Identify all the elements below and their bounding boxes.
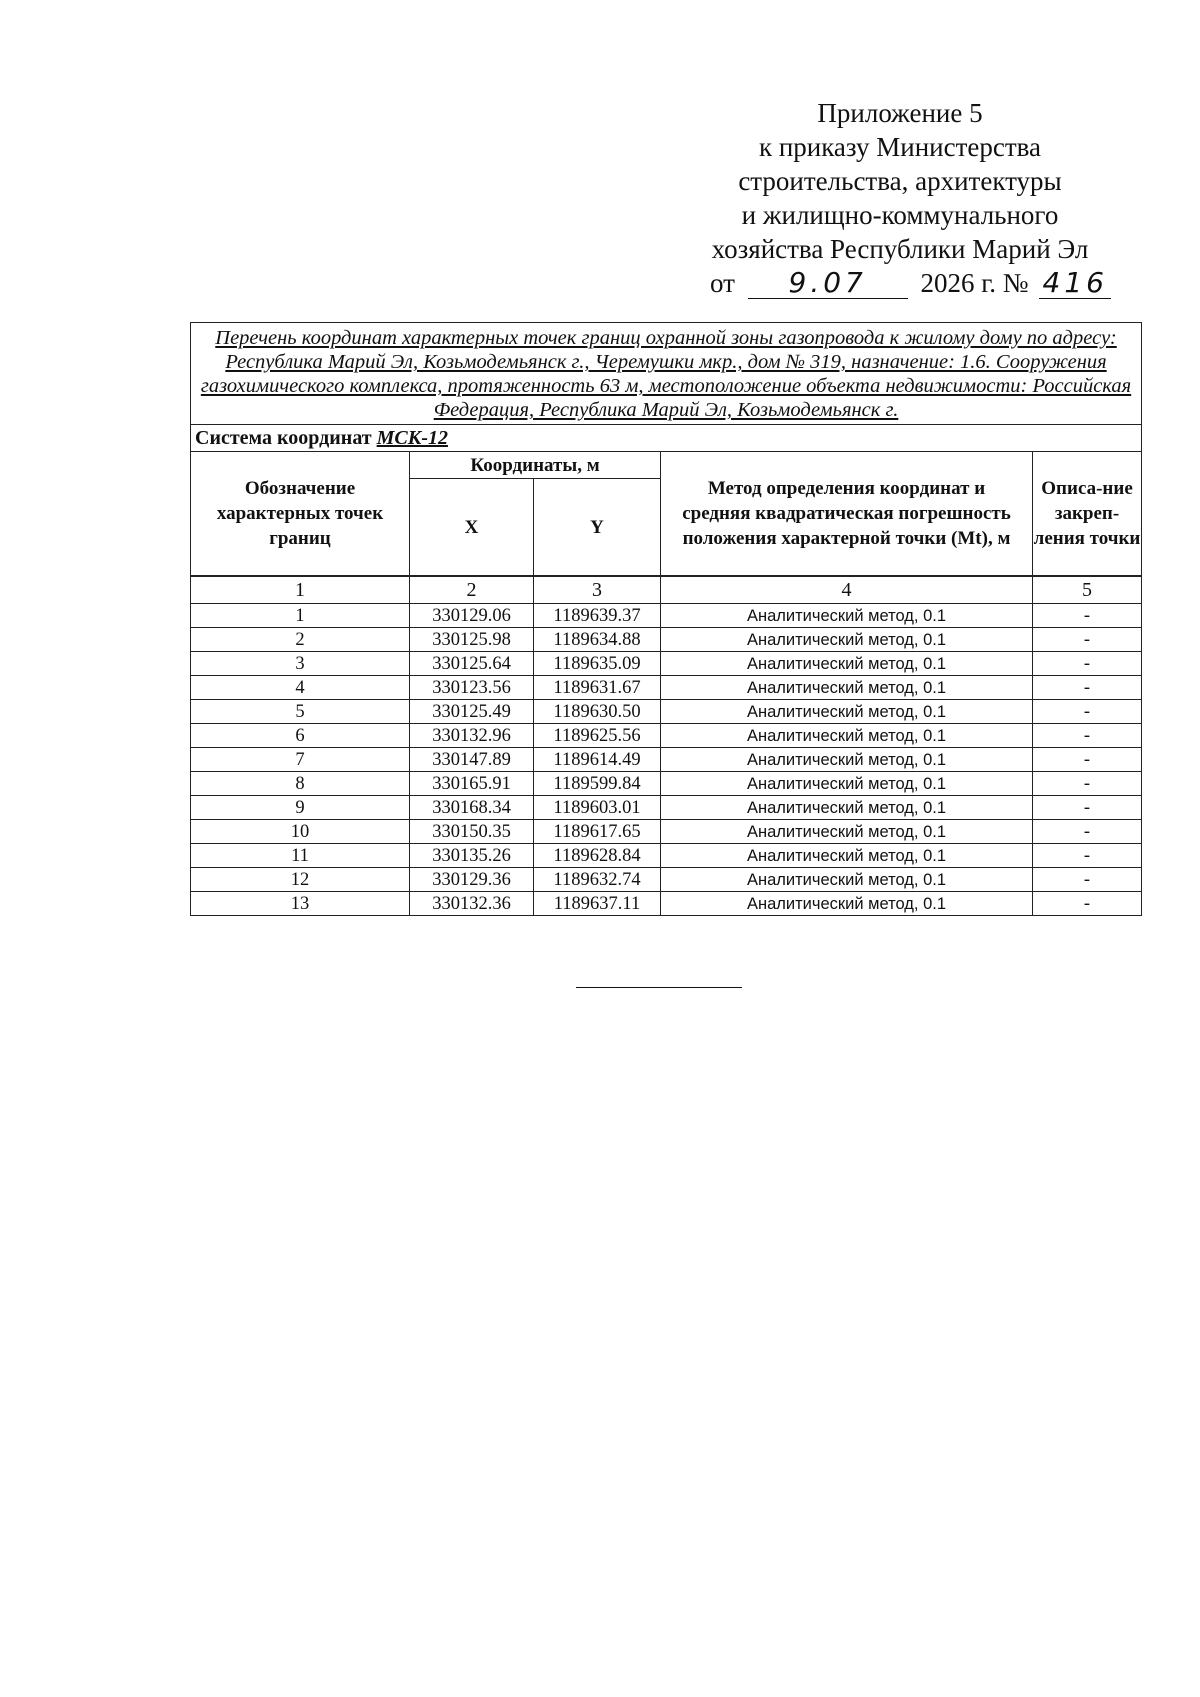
column-header-x: X [410,479,534,577]
description-cell: - [1033,868,1142,892]
table-row [191,796,1142,820]
method-cell: Аналитический метод, 0.1 [661,820,1033,844]
handwritten-order-number: 416 [1039,268,1111,299]
description-cell: - [1033,892,1142,916]
coordinates-table [190,322,1142,916]
x-coordinate-cell: 330135.26 [410,844,534,868]
x-coordinate-cell: 330125.98 [410,628,534,652]
method-cell: Аналитический метод, 0.1 [661,892,1033,916]
table-row [191,772,1142,796]
method-cell: Аналитический метод, 0.1 [661,628,1033,652]
order-date-line [690,266,1110,300]
table-row [191,724,1142,748]
table-row [191,868,1142,892]
y-coordinate-cell: 1189637.11 [534,892,661,916]
description-cell: - [1033,676,1142,700]
coordinate-system-value: МСК-12 [376,427,448,449]
description-cell: - [1033,844,1142,868]
table-caption: Перечень координат характерных точек границ охранной зоны газопровода к жилому дому по адресу: Республика Марий Эл, Козьмодемьянск г., Черемушки мкр., дом № 319, назначение: 1.6. Сооружения газохимического комплекса, протяженность 63 м, местоположение объекта недвижимости: Российская Федерация, Республика Марий Эл, Козьмодемьянск г. [191,323,1142,425]
ministry-name-line-2: и жилищно-коммунального [741,200,1059,230]
y-coordinate-cell: 1189628.84 [534,844,661,868]
description-cell: - [1033,748,1142,772]
end-of-document-rule [576,987,742,988]
table-row [191,700,1142,724]
description-cell: - [1033,724,1142,748]
column-index-cell: 5 [1033,576,1142,604]
x-coordinate-cell: 330129.06 [410,604,534,628]
table-row [191,820,1142,844]
point-cell: 13 [191,892,410,916]
table-row [191,628,1142,652]
description-cell: - [1033,796,1142,820]
column-index-cell: 2 [410,576,534,604]
point-cell: 7 [191,748,410,772]
x-coordinate-cell: 330123.56 [410,676,534,700]
y-coordinate-cell: 1189617.65 [534,820,661,844]
point-cell: 2 [191,628,410,652]
method-cell: Аналитический метод, 0.1 [661,700,1033,724]
method-cell: Аналитический метод, 0.1 [661,796,1033,820]
description-cell: - [1033,820,1142,844]
point-cell: 6 [191,724,410,748]
method-cell: Аналитический метод, 0.1 [661,652,1033,676]
y-coordinate-cell: 1189603.01 [534,796,661,820]
date-prefix: от [710,268,735,298]
y-coordinate-cell: 1189625.56 [534,724,661,748]
table-row [191,892,1142,916]
column-index-cell: 1 [191,576,410,604]
x-coordinate-cell: 330147.89 [410,748,534,772]
method-cell: Аналитический метод, 0.1 [661,724,1033,748]
y-coordinate-cell: 1189631.67 [534,676,661,700]
column-header-y: Y [534,479,661,577]
method-cell: Аналитический метод, 0.1 [661,604,1033,628]
point-cell: 3 [191,652,410,676]
point-cell: 8 [191,772,410,796]
method-cell: Аналитический метод, 0.1 [661,676,1033,700]
column-index-cell: 3 [534,576,661,604]
x-coordinate-cell: 330125.64 [410,652,534,676]
coordinate-system-row [191,425,1142,452]
column-header-method: Метод определения координат и средняя квадратическая погрешность положения характерной точки (Mt), м [661,452,1033,577]
x-coordinate-cell: 330129.36 [410,868,534,892]
x-coordinate-cell: 330132.96 [410,724,534,748]
table-row [191,676,1142,700]
method-cell: Аналитический метод, 0.1 [661,772,1033,796]
description-cell: - [1033,604,1142,628]
description-cell: - [1033,652,1142,676]
x-coordinate-cell: 330125.49 [410,700,534,724]
point-cell: 12 [191,868,410,892]
handwritten-date: 9.07 [748,268,908,299]
ministry-name-line-3: хозяйства Республики Марий Эл [711,234,1089,264]
ministry-name-line-1: строительства, архитектуры [738,166,1062,196]
x-coordinate-cell: 330132.36 [410,892,534,916]
table-row [191,604,1142,628]
point-cell: 4 [191,676,410,700]
x-coordinate-cell: 330165.91 [410,772,534,796]
column-header-point: Обозначение характерных точек границ [191,452,410,577]
column-index-cell: 4 [661,576,1033,604]
y-coordinate-cell: 1189630.50 [534,700,661,724]
method-cell: Аналитический метод, 0.1 [661,868,1033,892]
description-cell: - [1033,772,1142,796]
y-coordinate-cell: 1189599.84 [534,772,661,796]
x-coordinate-cell: 330150.35 [410,820,534,844]
column-index-row [191,576,1142,604]
y-coordinate-cell: 1189634.88 [534,628,661,652]
point-cell: 1 [191,604,410,628]
table-row [191,844,1142,868]
table-row [191,748,1142,772]
description-cell: - [1033,700,1142,724]
point-cell: 5 [191,700,410,724]
y-coordinate-cell: 1189635.09 [534,652,661,676]
table-row [191,652,1142,676]
appendix-title: Приложение 5 [817,98,983,128]
point-cell: 11 [191,844,410,868]
description-cell: - [1033,628,1142,652]
document-header [690,96,1110,300]
coordinate-system-label: Система координат [195,427,372,449]
method-cell: Аналитический метод, 0.1 [661,844,1033,868]
y-coordinate-cell: 1189614.49 [534,748,661,772]
column-header-description: Описа-ние закреп-ления точки [1033,452,1142,577]
order-year: 2026 г. № [920,268,1029,298]
y-coordinate-cell: 1189632.74 [534,868,661,892]
column-header-coordinates: Координаты, м [410,452,661,479]
y-coordinate-cell: 1189639.37 [534,604,661,628]
method-cell: Аналитический метод, 0.1 [661,748,1033,772]
x-coordinate-cell: 330168.34 [410,796,534,820]
order-reference-line: к приказу Министерства [758,132,1042,162]
point-cell: 10 [191,820,410,844]
point-cell: 9 [191,796,410,820]
